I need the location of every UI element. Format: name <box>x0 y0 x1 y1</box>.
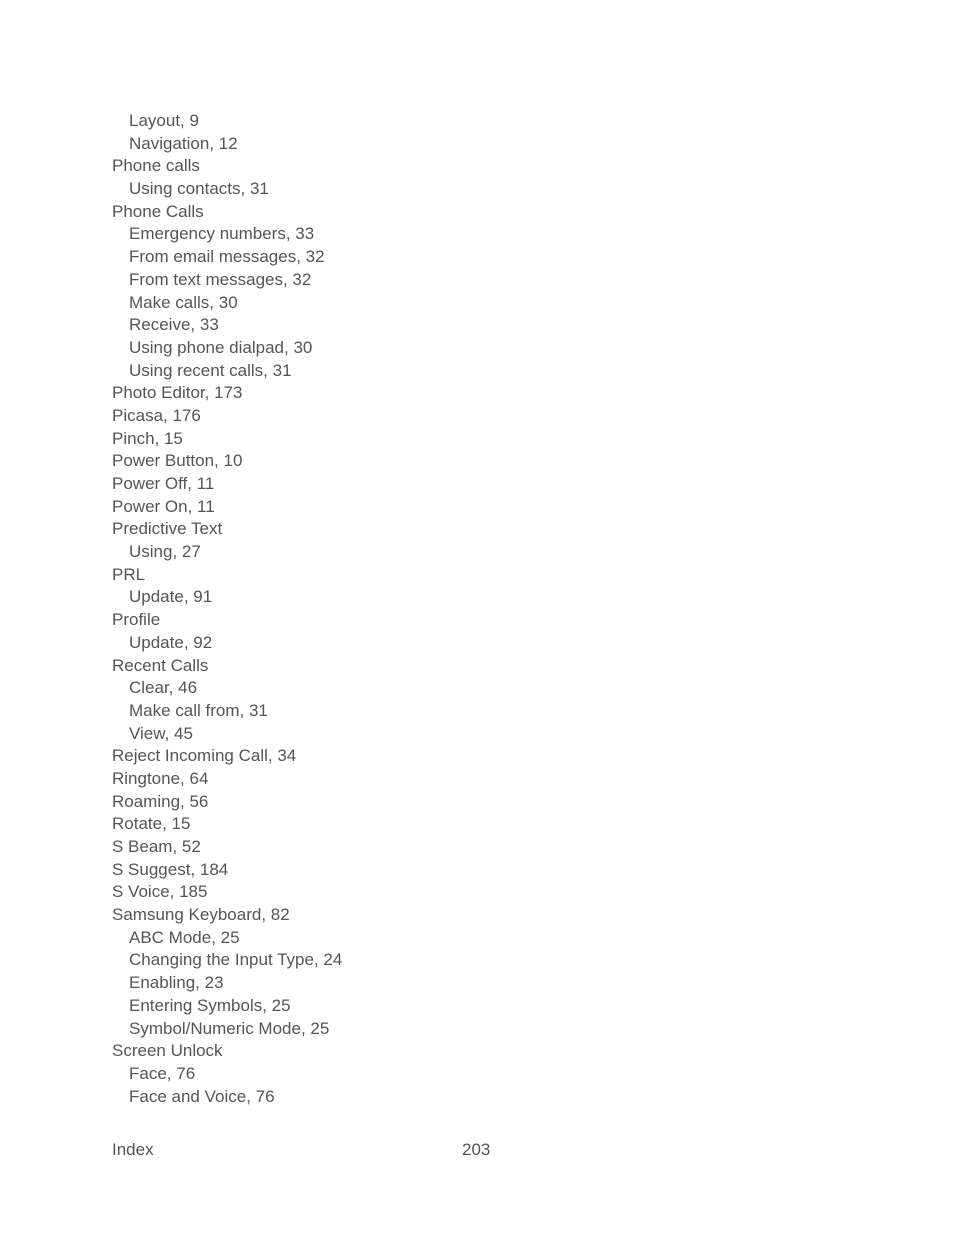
index-subentry: Face, 76 <box>129 1063 196 1083</box>
index-entry: Predictive Text <box>112 519 223 539</box>
footer-section-label: Index <box>112 1140 154 1159</box>
index-subentry: Using contacts, 31 <box>129 179 269 199</box>
index-subentry: From email messages, 32 <box>129 247 325 267</box>
index-subentry: Changing the Input Type, 24 <box>129 950 343 970</box>
index-entry: Power Button, 10 <box>112 451 243 471</box>
index-subentry: Update, 91 <box>129 587 213 607</box>
index-entry: Picasa, 176 <box>112 405 201 425</box>
index-subentry: Receive, 33 <box>129 315 219 335</box>
index-entry: S Voice, 185 <box>112 882 208 902</box>
index-subentry: From text messages, 32 <box>129 269 312 289</box>
index-subentry: Symbol/Numeric Mode, 25 <box>129 1018 330 1038</box>
index-subentry: Make calls, 30 <box>129 292 238 312</box>
index-entry: Screen Unlock <box>112 1041 223 1061</box>
index-entry: S Beam, 52 <box>112 837 201 856</box>
index-entry: Photo Editor, 173 <box>112 383 243 403</box>
index-subentry: Using phone dialpad, 30 <box>129 337 313 357</box>
index-entry: Power On, 11 <box>112 496 215 516</box>
page-number: 203 <box>462 1140 491 1159</box>
index-entry: Reject Incoming Call, 34 <box>112 746 297 766</box>
index-subentry: Using, 27 <box>129 542 201 562</box>
index-subentry: ABC Mode, 25 <box>129 927 240 947</box>
index-entry: Phone Calls <box>112 201 204 221</box>
index-subentry: Emergency numbers, 33 <box>129 224 315 244</box>
index-subentry: Face and Voice, 76 <box>129 1086 275 1106</box>
index-subentry: Using recent calls, 31 <box>129 360 292 380</box>
index-subentry: Enabling, 23 <box>129 973 224 993</box>
index-entry: Power Off, 11 <box>112 474 215 493</box>
index-subentry: Layout, 9 <box>129 111 199 130</box>
index-subentry: View, 45 <box>129 723 193 743</box>
index-entry: Recent Calls <box>112 655 209 675</box>
index-subentry: Entering Symbols, 25 <box>129 995 291 1015</box>
index-entry: Ringtone, 64 <box>112 768 209 788</box>
index-entry: PRL <box>112 564 146 584</box>
index-subentry: Clear, 46 <box>129 678 198 698</box>
index-subentry: Update, 92 <box>129 632 213 652</box>
index-list <box>112 110 342 1108</box>
index-entry: S Suggest, 184 <box>112 859 229 879</box>
index-entry: Rotate, 15 <box>112 814 191 834</box>
index-entry: Samsung Keyboard, 82 <box>112 905 290 925</box>
index-entry: Roaming, 56 <box>112 791 209 811</box>
index-entry: Phone calls <box>112 156 200 176</box>
index-subentry: Make call from, 31 <box>129 700 268 720</box>
index-entry: Profile <box>112 610 161 630</box>
index-entry: Pinch, 15 <box>112 428 183 448</box>
index-subentry: Navigation, 12 <box>129 133 238 153</box>
